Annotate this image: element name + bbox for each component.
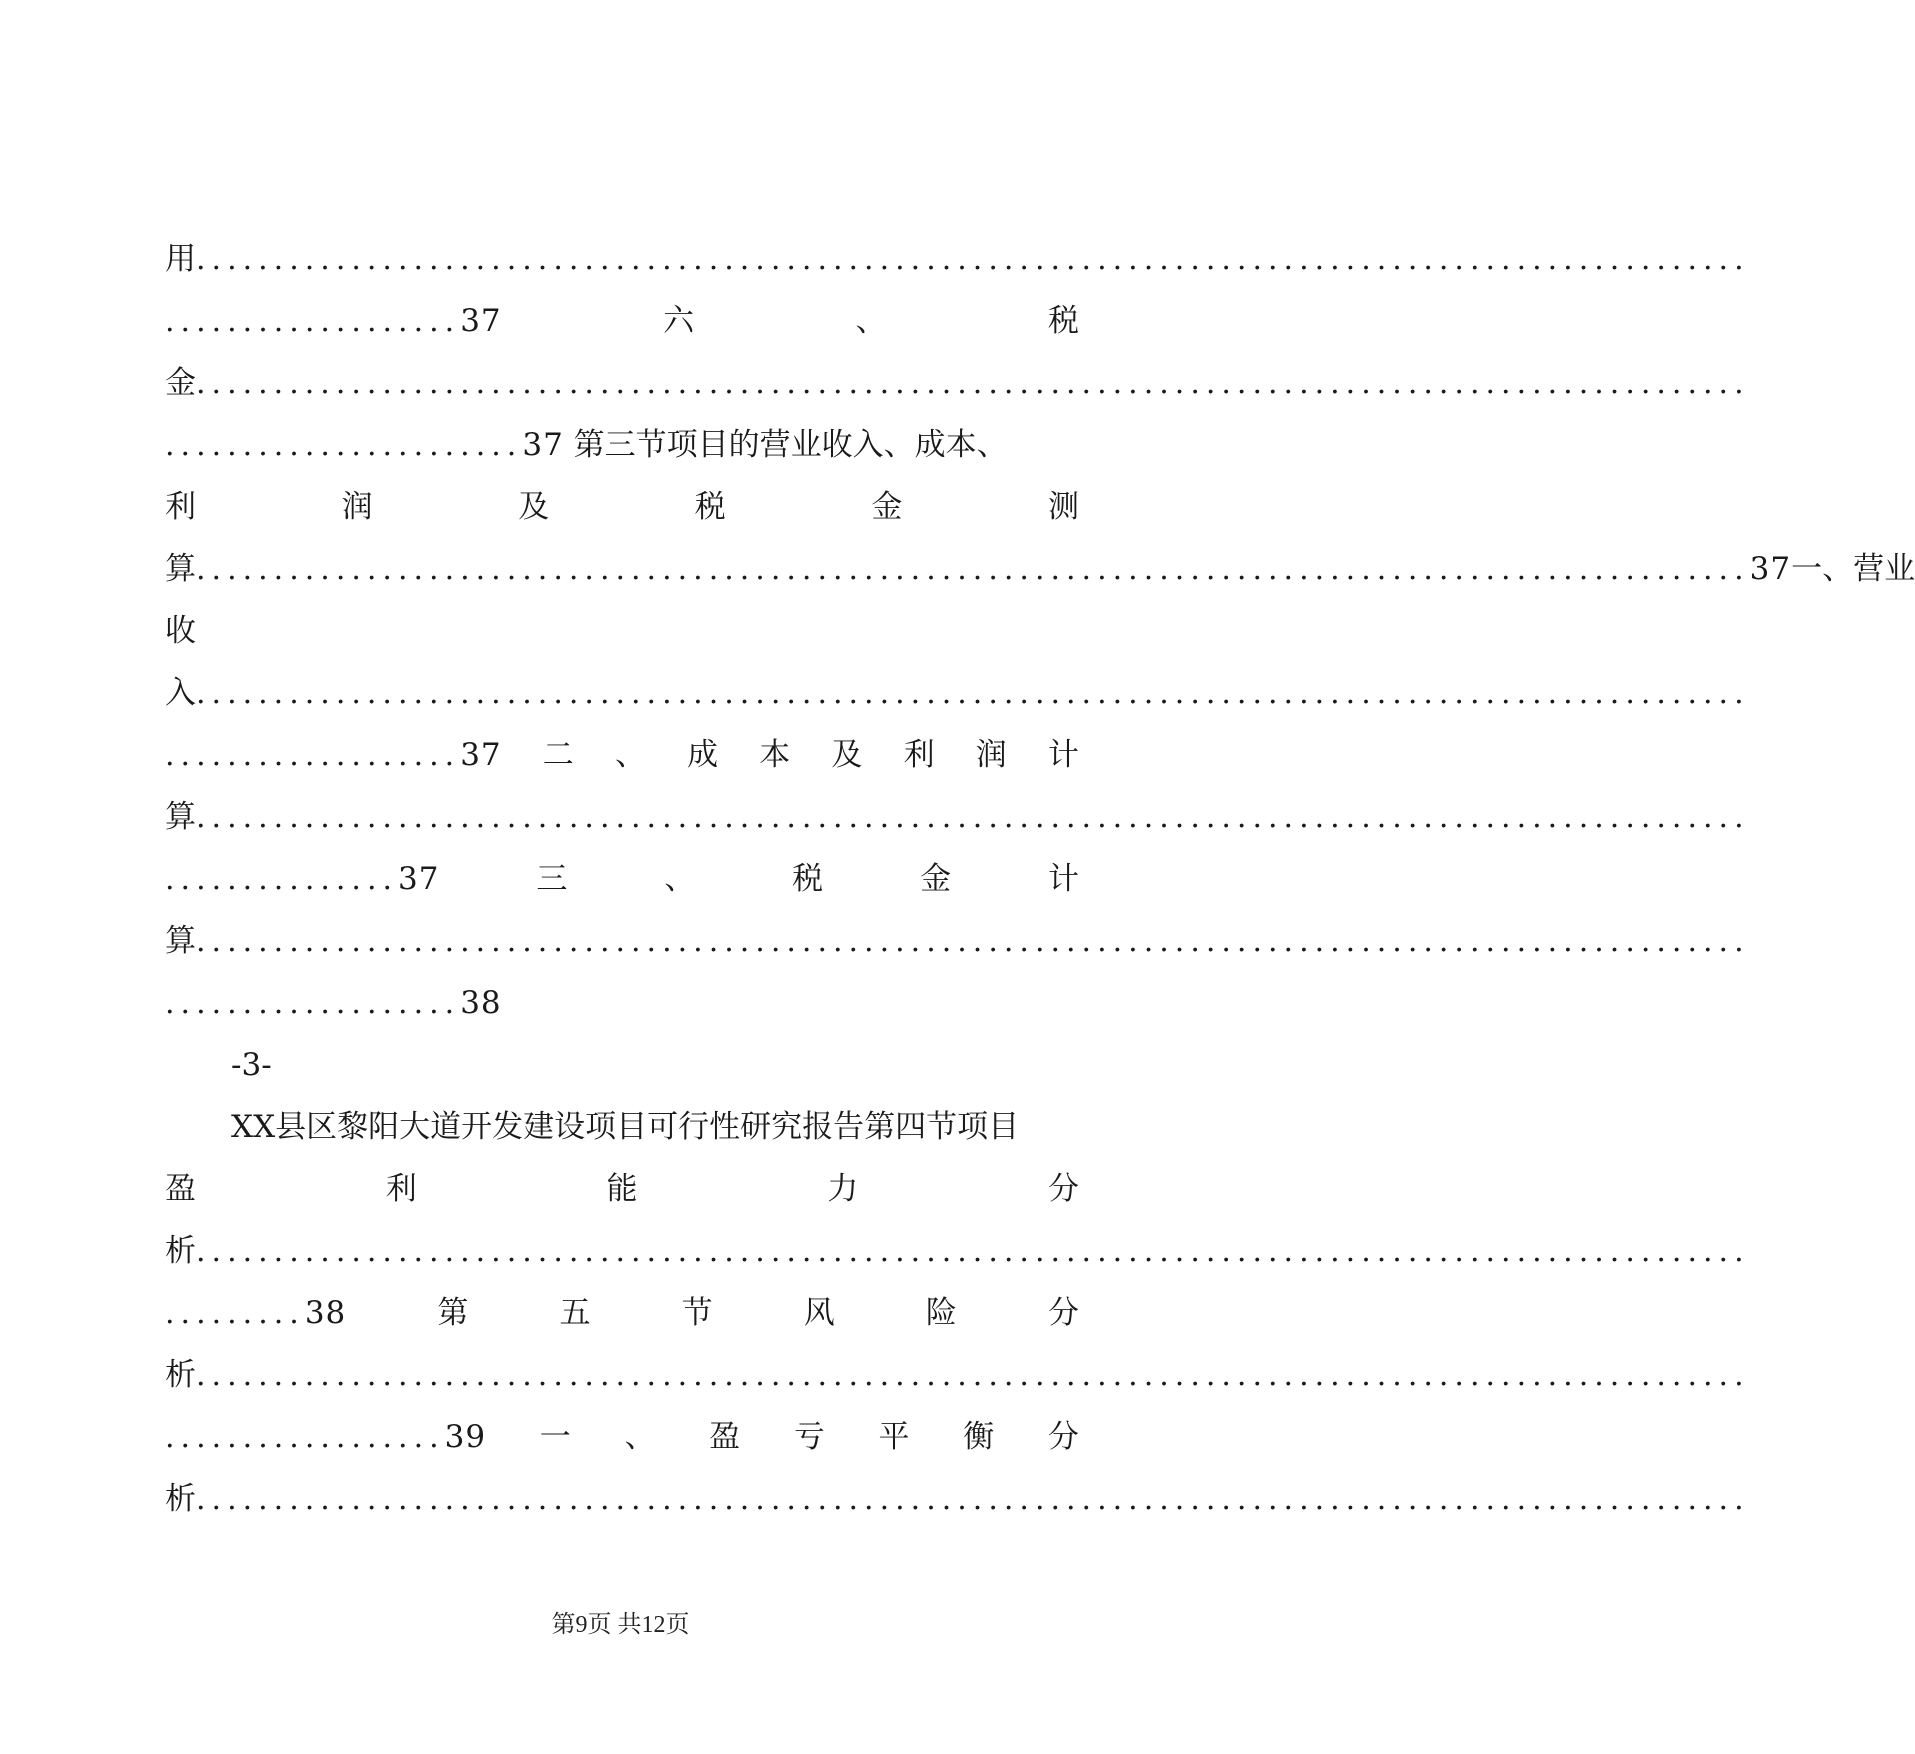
toc-line: [165, 476, 1079, 538]
toc-char: 盈: [165, 1171, 196, 1207]
toc-char: 税: [694, 489, 726, 525]
dot-leader: ....................................................................................................: [196, 1482, 1750, 1517]
toc-line: [165, 1158, 1079, 1220]
dot-leader: ....................................................................................................: [196, 800, 1750, 835]
toc-char: 分: [1047, 1295, 1079, 1331]
page-number: 37: [398, 861, 440, 897]
toc-char: 分: [1048, 1171, 1079, 1207]
page-number: 38: [304, 1295, 347, 1331]
page-number: 37: [460, 303, 502, 339]
toc-char: 计: [1047, 737, 1079, 773]
toc-char: 盈: [709, 1419, 741, 1455]
toc-text: 析: [165, 1233, 196, 1269]
toc-line: [165, 1282, 1079, 1344]
toc-char: 利: [903, 737, 935, 773]
toc-line: [165, 1406, 1079, 1468]
toc-char: 利: [165, 489, 196, 525]
toc-char: 金: [871, 489, 903, 525]
toc-line: [165, 352, 1750, 414]
toc-line: [165, 228, 1750, 290]
toc-char: 平: [878, 1419, 910, 1455]
toc-char: 计: [1047, 861, 1079, 897]
toc-text: 析: [165, 1357, 196, 1393]
toc-char: 能: [606, 1171, 638, 1207]
toc-char: 及: [518, 489, 550, 525]
toc-line: [165, 538, 1915, 600]
toc-line: [165, 1468, 1750, 1530]
toc-text: 算: [165, 799, 196, 835]
toc-line: [165, 910, 1750, 972]
dot-leader: ...................: [165, 304, 461, 339]
toc-line: [165, 972, 1079, 1034]
dot-leader: ....................................................................................................: [196, 1234, 1750, 1269]
toc-char: 衡: [963, 1419, 995, 1455]
toc-line: [165, 1096, 1079, 1158]
toc-char: 一: [539, 1419, 571, 1455]
toc-char: 节: [681, 1295, 713, 1331]
toc-line: [165, 1220, 1750, 1282]
dot-leader: ...................: [165, 986, 461, 1021]
dot-leader: ...................: [165, 738, 461, 773]
toc-char: 五: [559, 1295, 591, 1331]
toc-char: 润: [341, 489, 373, 525]
toc-char: 测: [1047, 489, 1079, 525]
toc-char: 力: [827, 1171, 859, 1207]
toc-char: 分: [1047, 1419, 1079, 1455]
toc-text: 第三节项目的营业收入、成本、: [573, 427, 1008, 463]
toc-line: [165, 848, 1079, 910]
toc-text: 析: [165, 1481, 196, 1517]
toc-text: 用: [165, 241, 196, 277]
dot-leader: .........: [165, 1296, 305, 1331]
dot-leader: ....................................................................................................: [196, 924, 1750, 959]
toc-line: [165, 786, 1750, 848]
toc-char: 成: [687, 737, 719, 773]
toc-char: 、: [664, 861, 696, 897]
toc-line: [165, 1344, 1750, 1406]
toc-line: [165, 724, 1079, 786]
toc-text: 六: [663, 303, 695, 339]
dot-leader: ...............: [165, 862, 399, 897]
toc-body: [165, 228, 1915, 1530]
dot-leader: ....................................................................................................: [196, 366, 1750, 401]
page-number: 37: [1749, 551, 1792, 587]
toc-line: [165, 414, 1079, 476]
dot-leader: .......................: [165, 428, 523, 463]
dot-leader: ....................................................................................................: [196, 1358, 1750, 1393]
toc-text: 税: [1048, 303, 1079, 339]
toc-char: 风: [803, 1295, 835, 1331]
toc-char: 二: [542, 737, 574, 773]
toc-char: 税: [792, 861, 824, 897]
toc-text: XX县区黎阳大道开发建设项目可行性研究报告第四节项目: [231, 1109, 1020, 1145]
page-number: 37: [522, 427, 564, 463]
dot-leader: ..................: [165, 1420, 445, 1455]
toc-char: 险: [925, 1295, 957, 1331]
toc-char: 三: [536, 861, 568, 897]
toc-text: 算: [165, 551, 196, 587]
page-number: 39: [444, 1419, 487, 1455]
dot-leader: ....................................................................................................: [196, 676, 1750, 711]
toc-char: 、: [614, 737, 646, 773]
toc-char: 亏: [793, 1419, 825, 1455]
page-number: 37: [460, 737, 502, 773]
dot-leader: ....................................................................................................: [196, 242, 1750, 277]
toc-line: [165, 662, 1750, 724]
toc-text: 收: [165, 613, 196, 649]
page-marker: [165, 1034, 1079, 1096]
dot-leader: ....................................................................................................: [196, 552, 1750, 587]
toc-text: 、: [855, 303, 887, 339]
toc-text: 入: [165, 675, 196, 711]
toc-char: 本: [759, 737, 791, 773]
toc-line: [165, 290, 1079, 352]
toc-text: 一、营业: [1791, 551, 1915, 587]
toc-char: 利: [385, 1171, 417, 1207]
toc-char: 、: [624, 1419, 656, 1455]
toc-char: 及: [831, 737, 863, 773]
toc-text: 算: [165, 923, 196, 959]
toc-char: 第: [437, 1295, 469, 1331]
toc-text: 金: [165, 365, 196, 401]
page-marker-text: -3-: [231, 1047, 272, 1083]
toc-char: 金: [920, 861, 952, 897]
page-footer: 第9页 共12页: [551, 1612, 690, 1638]
toc-char: 润: [975, 737, 1007, 773]
page-number: 38: [460, 985, 502, 1021]
toc-line: [165, 600, 1079, 662]
